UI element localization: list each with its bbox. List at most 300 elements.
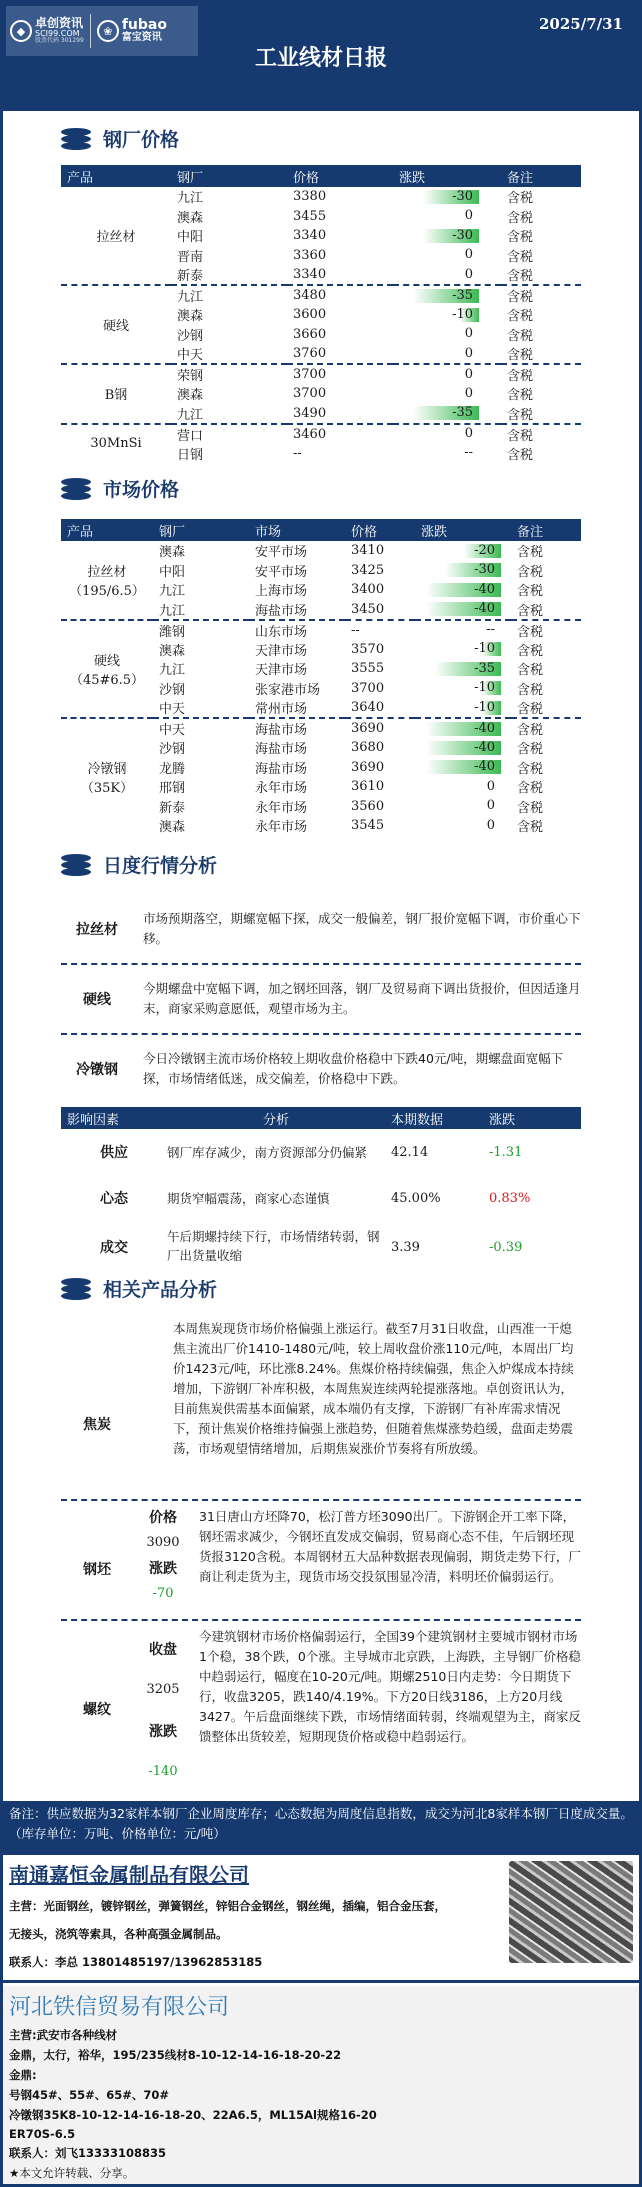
ad2-line: 冷镦钢35K8-10-12-14-16-18-20、22A6.5，ML15Al规格16-20 xyxy=(9,2108,377,2122)
analysis-label: 硬线 xyxy=(83,992,111,1008)
change xyxy=(393,404,501,424)
factor-name: 心态 xyxy=(100,1191,128,1207)
change xyxy=(393,207,501,227)
note: 含税 xyxy=(507,290,534,305)
note: 含税 xyxy=(511,600,581,620)
note: 含税 xyxy=(507,191,534,207)
market-name: 天津市场 xyxy=(255,643,308,659)
factor-table xyxy=(61,1107,581,1273)
change-cell xyxy=(399,367,479,383)
mill-name: 新泰 xyxy=(171,265,287,285)
price: 3560 xyxy=(351,798,385,814)
change-cell xyxy=(399,346,479,362)
mill-name: 澳森 xyxy=(159,820,186,836)
ad2-line: 主营:武安市各种线材 xyxy=(9,2028,118,2042)
mill-name: 沙钢 xyxy=(159,682,186,698)
change xyxy=(415,797,511,817)
change-value: -35 xyxy=(474,660,495,676)
price: 3600 xyxy=(293,307,327,323)
change-cell xyxy=(421,562,501,578)
mill-name: 中天 xyxy=(153,698,249,718)
note: 含税 xyxy=(501,265,581,285)
change-value: -40 xyxy=(474,720,495,736)
change xyxy=(393,246,501,266)
mill-th-change: 涨跌 xyxy=(393,165,501,187)
daily-section-label: 日度行情分析 xyxy=(103,855,218,877)
note: 含税 xyxy=(517,723,544,738)
rebar-change-key: 涨跌 xyxy=(149,1723,177,1740)
change xyxy=(393,444,501,464)
market-name: 海盐市场 xyxy=(249,600,345,620)
daily-section-title xyxy=(59,851,217,878)
billet-label: 钢坯 xyxy=(83,1562,111,1578)
price: 3690 xyxy=(351,721,385,736)
factor-analysis: 钢厂库存减少，南方资源部分仍偏紧 xyxy=(167,1145,368,1160)
product-label: 拉丝材 xyxy=(87,564,127,580)
mill-row xyxy=(61,187,581,207)
change-cell xyxy=(399,228,479,244)
mill-name: 沙钢 xyxy=(177,328,204,344)
factor-row xyxy=(61,1175,581,1221)
change xyxy=(393,424,501,444)
price: 3760 xyxy=(287,344,393,364)
factor-th-value: 本期数据 xyxy=(385,1107,483,1129)
mill-section-label: 钢厂价格 xyxy=(103,129,180,151)
factor-value: 45.00% xyxy=(391,1190,441,1206)
factor-name: 供应 xyxy=(100,1145,128,1161)
note: 含税 xyxy=(507,388,534,404)
ad1-line: 无接头，浇筑等索具，各种高强金属制品。 xyxy=(9,1927,228,1941)
product-name xyxy=(61,718,153,836)
ad2-line: ER70S-6.5 xyxy=(9,2127,76,2141)
price: 3690 xyxy=(351,759,385,775)
change-value: 0 xyxy=(486,798,495,814)
market-name: 海盐市场 xyxy=(255,723,308,738)
note: 含税 xyxy=(517,545,544,561)
note: 含税 xyxy=(507,428,534,444)
rebar-close: 3205 xyxy=(146,1682,180,1698)
factor-change: -0.39 xyxy=(489,1239,523,1255)
change xyxy=(415,600,511,620)
market-row xyxy=(61,541,581,561)
fubao-logo xyxy=(97,18,167,43)
factor-value: 42.14 xyxy=(391,1144,429,1160)
change-cell xyxy=(399,267,479,283)
ad1-company-name[interactable]: 南通嘉恒金属制品有限公司 xyxy=(9,1863,249,1887)
note: 含税 xyxy=(507,230,534,246)
rebar-close-key: 收盘 xyxy=(149,1641,177,1658)
change-cell xyxy=(421,759,501,775)
mill-row xyxy=(61,424,581,444)
note: 含税 xyxy=(517,624,544,640)
price: 3700 xyxy=(293,367,327,382)
mill-name: 中天 xyxy=(171,344,287,364)
change xyxy=(393,285,501,305)
market-th-mill: 钢厂 xyxy=(153,519,249,541)
mill-name: 营口 xyxy=(177,428,204,444)
coin-stack-icon xyxy=(59,476,93,502)
change-cell xyxy=(421,680,501,696)
product-name xyxy=(61,620,153,719)
mill-name: 中天 xyxy=(159,723,186,738)
market-section-title xyxy=(59,475,179,502)
mill-name: 荣钢 xyxy=(177,369,204,384)
note: 含税 xyxy=(511,698,581,718)
price: 3660 xyxy=(293,326,327,342)
fubao-cn: 富宝资讯 xyxy=(121,32,162,44)
mill-name: 九江 xyxy=(171,404,287,424)
mill-name: 日钢 xyxy=(177,447,204,463)
market-th-market: 市场 xyxy=(249,519,345,541)
fubao-en: fubao xyxy=(121,17,167,34)
price: -- xyxy=(351,622,360,638)
change xyxy=(393,305,501,325)
price: 3545 xyxy=(351,818,385,834)
note: 含税 xyxy=(517,663,544,679)
note: 含税 xyxy=(501,344,581,364)
change xyxy=(415,640,511,660)
change xyxy=(393,364,501,384)
factor-row xyxy=(61,1129,581,1175)
factor-change: -1.31 xyxy=(489,1144,523,1160)
factor-th-analysis: 分析 xyxy=(161,1107,385,1129)
change-cell xyxy=(421,721,501,737)
mill-th-price: 价格 xyxy=(287,165,393,187)
change-cell xyxy=(399,445,479,461)
note: 含税 xyxy=(517,682,544,698)
change xyxy=(415,620,511,640)
change-cell xyxy=(421,798,501,814)
change-value: -35 xyxy=(452,405,473,420)
mill-name: 澳森 xyxy=(159,545,186,561)
note: 含税 xyxy=(507,309,534,325)
ad2-line: 金鼎: xyxy=(9,2068,37,2082)
change-cell xyxy=(421,543,501,559)
related-section-title xyxy=(59,1275,217,1302)
change-cell xyxy=(399,288,479,304)
rebar-text: 今建筑钢材市场价格偏弱运行，全国39个建筑钢材主要城市钢材市场1个稳，38个跌，0个涨。主导城市北京跌，上海跌，主导钢厂价格稳中趋弱运行，幅度在10-20元/吨。期螺2510日内走势：今日期货下行，收盘3205，跌140/4.19%。下方20日线3186，上方20月线3427。午后盘面继续下跌，市场情绪面转弱，终端观望为主，商家反馈整体出货较差，短期现货价格或稳中趋弱运行。 xyxy=(199,1629,581,1744)
market-name: 海盐市场 xyxy=(255,742,308,758)
change-value: -20 xyxy=(474,542,495,558)
change xyxy=(415,541,511,561)
change xyxy=(415,718,511,738)
price: 3450 xyxy=(345,600,415,620)
change-value: 0 xyxy=(464,426,473,441)
mill-name: 九江 xyxy=(177,290,204,305)
market-name: 海盐市场 xyxy=(255,761,308,777)
mill-section-title xyxy=(59,125,179,152)
note: 含税 xyxy=(517,742,544,758)
related-coke xyxy=(61,1319,581,1529)
change-value: 0 xyxy=(486,817,495,833)
related-rebar xyxy=(61,1627,581,1791)
report-date: 2025/7/31 xyxy=(538,15,623,33)
change-value: 0 xyxy=(464,247,473,263)
change xyxy=(393,384,501,404)
market-name: 永年市场 xyxy=(255,820,308,836)
market-th-product: 产品 xyxy=(61,519,153,541)
coin-stack-icon xyxy=(59,1276,93,1302)
mill-name: 邢钢 xyxy=(159,781,186,797)
coke-text: 本周焦炭现货市场价格偏强上涨运行。截至7月31日收盘，山西准一干熄焦主流出厂价1410-1480元/吨，较上周收盘价涨110元/吨，本周出厂均价1423元/吨，环比涨8.24%。焦煤价格持续偏强，焦企入炉煤成本持续增加，下游钢厂补库积极，本周焦炭连续两轮提涨落地。卓创资讯认为，目前焦炭供需基本面偏紧，成本端仍有支撑，下游钢厂有补库需求情况下，预计焦炭价格维持偏强上涨趋势，但随着焦煤涨势趋缓，盘面走势震荡，市场观望情绪增加，后期焦炭涨价节奏将有所放缓。 xyxy=(173,1321,574,1456)
related-billet xyxy=(61,1507,581,1631)
factor-analysis: 午后期螺持续下行，市场情绪转弱，钢厂出货量收缩 xyxy=(167,1229,380,1263)
change xyxy=(415,679,511,699)
change-value: -30 xyxy=(452,188,473,204)
price: 3680 xyxy=(351,740,385,756)
rebar-metrics xyxy=(133,1627,193,1791)
related-section-label: 相关产品分析 xyxy=(103,1279,218,1301)
mill-name: 晋南 xyxy=(177,249,204,265)
note: 含税 xyxy=(517,761,544,777)
header-bar xyxy=(3,3,639,111)
product-spec: （195/6.5） xyxy=(69,583,145,599)
dashed-separator xyxy=(61,1619,581,1621)
market-section-label: 市场价格 xyxy=(103,479,180,501)
market-name: 常州市场 xyxy=(249,698,345,718)
factor-analysis: 期货窄幅震荡，商家心态谨慎 xyxy=(167,1191,330,1206)
rebar-label: 螺纹 xyxy=(83,1702,111,1718)
factor-row xyxy=(61,1221,581,1273)
footer-note: 备注：供应数据为32家样本钢厂企业周度库存；心态数据为周度信息指数，成交为河北8家样本钢厂日度成交量。（库存单位：万吨、价格单位：元/吨） xyxy=(3,1801,639,1855)
change-cell xyxy=(399,247,479,263)
note: 含税 xyxy=(507,369,534,384)
analysis-hard-wire xyxy=(61,969,581,1029)
change xyxy=(393,344,501,364)
mill-name: 新泰 xyxy=(159,800,186,816)
rebar-change: -140 xyxy=(148,1764,178,1780)
factor-table-header xyxy=(61,1107,581,1129)
market-name: 安平市场 xyxy=(255,545,308,561)
note: 含税 xyxy=(501,404,581,424)
ad2-line: 号钢45#、55#、65#、70# xyxy=(9,2088,170,2102)
coin-stack-icon xyxy=(59,852,93,878)
mill-name: 九江 xyxy=(153,600,249,620)
product-name: 拉丝材 xyxy=(61,187,171,285)
mill-name: 澳森 xyxy=(177,210,204,226)
product-name: 硬线 xyxy=(61,285,171,364)
change-cell xyxy=(421,700,501,716)
change-cell xyxy=(421,818,501,834)
change-value: 0 xyxy=(464,266,473,282)
change-cell xyxy=(399,307,479,323)
mill-name: 中阳 xyxy=(177,230,204,246)
analysis-text: 市场预期落空，期螺宽幅下探，成交一般偏差，钢厂报价宽幅下调，市价重心下移。 xyxy=(143,911,581,946)
price: 3460 xyxy=(293,426,327,442)
change-value: 0 xyxy=(464,326,473,342)
change-value: -40 xyxy=(474,601,495,616)
price: 3555 xyxy=(351,661,385,677)
market-row xyxy=(61,718,581,738)
change xyxy=(393,325,501,345)
mill-name: 潍钢 xyxy=(159,624,186,640)
ad-nantong xyxy=(3,1855,639,1983)
product-label: 硬线 xyxy=(93,653,120,669)
dashed-separator xyxy=(61,963,581,965)
price: 3455 xyxy=(293,208,327,224)
ad-hebei xyxy=(3,1986,639,2184)
market-price-table xyxy=(61,519,581,836)
market-name: 山东市场 xyxy=(255,624,308,640)
fubao-emblem-icon: ❀ xyxy=(97,20,119,42)
change xyxy=(415,659,511,679)
change-value: -10 xyxy=(474,699,495,715)
change-value: -- xyxy=(464,445,473,461)
mill-name: 澳森 xyxy=(177,309,204,325)
change xyxy=(415,758,511,778)
analysis-wire-rod xyxy=(61,899,581,959)
change xyxy=(415,816,511,836)
market-row xyxy=(61,620,581,640)
market-name: 上海市场 xyxy=(255,584,308,600)
note: 含税 xyxy=(517,820,544,836)
note: 含税 xyxy=(517,781,544,797)
price: 3425 xyxy=(351,562,385,578)
analysis-cold-heading xyxy=(61,1039,581,1099)
price: 3400 xyxy=(351,582,385,598)
price: 3380 xyxy=(293,189,327,205)
price: 3700 xyxy=(351,680,385,696)
change-cell xyxy=(399,326,479,342)
change-cell xyxy=(399,405,479,421)
mill-row xyxy=(61,364,581,384)
mill-name: 龙腾 xyxy=(159,761,186,777)
analysis-text: 今日冷镦钢主流市场价格较上期收盘价格稳中下跌40元/吨，期螺盘面宽幅下探，市场情绪低迷，成交偏差，价格稳中下跌。 xyxy=(143,1051,564,1086)
mill-th-note: 备注 xyxy=(501,165,581,187)
market-table-header xyxy=(61,519,581,541)
analysis-label: 拉丝材 xyxy=(76,922,118,938)
change xyxy=(415,561,511,581)
change-value: 0 xyxy=(464,385,473,401)
change-value: -10 xyxy=(474,641,495,657)
factor-value: 3.39 xyxy=(391,1239,420,1255)
market-name: 安平市场 xyxy=(255,564,308,580)
change-value: 0 xyxy=(464,366,473,382)
change xyxy=(415,580,511,600)
factor-th-change: 涨跌 xyxy=(483,1107,581,1129)
dashed-separator xyxy=(61,1499,581,1501)
sci99-stock-code: 股票代码 301299 xyxy=(35,37,84,45)
mill-row xyxy=(61,285,581,305)
market-name: 永年市场 xyxy=(255,781,308,797)
change-cell xyxy=(421,641,501,657)
product-spec: （45#6.5） xyxy=(69,672,145,688)
price: 3610 xyxy=(351,779,385,795)
note: 含税 xyxy=(507,447,534,463)
change-value: -40 xyxy=(474,581,495,597)
change-value: 0 xyxy=(464,345,473,361)
market-th-note: 备注 xyxy=(511,519,581,541)
sci99-name: 卓创资讯 xyxy=(35,16,84,31)
change-cell xyxy=(399,386,479,402)
ad2-company-name[interactable]: 河北铁信贸易有限公司 xyxy=(9,1995,230,2020)
price: 3570 xyxy=(351,641,385,657)
change xyxy=(415,738,511,758)
market-th-change: 涨跌 xyxy=(415,519,511,541)
market-name: 张家港市场 xyxy=(255,682,321,698)
billet-text: 31日唐山方坯降70，松汀普方坯3090出厂。下游钢企开工率下降，钢坯需求减少，今钢坯直发成交偏弱，贸易商心态不佳，午后钢坯现货报3120含税。本周钢材五大品种数据表现偏弱，期货走势下行，厂商让利走货为主，现货市场交投氛围显冷清，料明坯价偏弱运行。 xyxy=(199,1509,581,1584)
price: 3340 xyxy=(293,228,327,244)
change-value: -10 xyxy=(452,306,473,322)
analysis-label: 冷镦钢 xyxy=(76,1062,118,1078)
note: 含税 xyxy=(517,643,544,659)
billet-price-key: 价格 xyxy=(149,1510,177,1526)
change xyxy=(393,187,501,207)
product-name: B钢 xyxy=(61,364,171,424)
coke-label: 焦炭 xyxy=(83,1417,111,1433)
mill-name: 九江 xyxy=(159,584,186,600)
change-cell xyxy=(421,622,501,638)
change-cell xyxy=(421,740,501,756)
change xyxy=(415,698,511,718)
note: 含税 xyxy=(507,249,534,265)
mill-name: 九江 xyxy=(159,663,186,679)
change xyxy=(393,265,501,285)
product-name: 30MnSi xyxy=(90,436,142,452)
price: 3340 xyxy=(287,265,393,285)
price: -- xyxy=(293,445,302,461)
note: 含税 xyxy=(517,564,544,580)
wire-rope-photo xyxy=(509,1861,633,1963)
mill-table-header xyxy=(61,165,581,187)
analysis-text: 今期螺盘中宽幅下调，加之钢坯回落，钢厂及贸易商下调出货报价，但因适逢月末，商家采购意愿低，观望市场为主。 xyxy=(143,981,581,1016)
market-name: 永年市场 xyxy=(255,800,308,816)
note: 含税 xyxy=(507,328,534,344)
change-value: 0 xyxy=(486,778,495,794)
coin-stack-icon xyxy=(59,126,93,152)
change-value: -10 xyxy=(474,680,495,696)
change-value: 0 xyxy=(464,208,473,224)
price: 3640 xyxy=(345,698,415,718)
ad2-contact: 联系人：刘飞13333108835 xyxy=(9,2146,167,2160)
mill-name: 九江 xyxy=(177,191,204,207)
change-cell xyxy=(399,208,479,224)
ad1-line: 主营：光面钢丝，镀锌钢丝，弹簧钢丝，锌铝合金钢丝，钢丝绳，插编，铝合金压套， xyxy=(9,1899,446,1913)
change-cell xyxy=(399,189,479,205)
sci99-domain: SCI99.COM xyxy=(35,28,80,38)
dashed-separator xyxy=(61,1033,581,1035)
factor-change: 0.83% xyxy=(489,1190,531,1206)
change-value: -30 xyxy=(452,227,473,243)
note: 含税 xyxy=(517,800,544,816)
mill-th-product: 产品 xyxy=(61,165,171,187)
price: 3410 xyxy=(351,543,385,559)
ad2-line: 金鼎，太行，裕华，195/235线材8-10-12-14-16-18-20-22 xyxy=(9,2048,342,2062)
change-cell xyxy=(399,426,479,442)
price: 3360 xyxy=(293,247,327,263)
change-cell xyxy=(421,779,501,795)
billet-change: -70 xyxy=(152,1586,174,1601)
market-th-price: 价格 xyxy=(345,519,415,541)
billet-metrics xyxy=(133,1507,193,1631)
mill-name: 澳森 xyxy=(159,643,186,659)
report-title: 工业线材日报 xyxy=(254,46,387,71)
price: 3700 xyxy=(293,386,327,402)
change-value: -30 xyxy=(474,562,495,578)
change-value: -40 xyxy=(474,739,495,755)
change-value: -- xyxy=(486,622,495,637)
billet-price: 3090 xyxy=(146,1535,180,1550)
change xyxy=(415,777,511,797)
change-value: -40 xyxy=(474,759,495,775)
note: 含税 xyxy=(507,210,534,226)
mill-name: 澳森 xyxy=(177,388,204,404)
note: 含税 xyxy=(517,584,544,600)
product-label: 冷镦钢 xyxy=(87,762,127,778)
product-name xyxy=(61,541,153,620)
price: 3480 xyxy=(293,288,327,303)
billet-change-key: 涨跌 xyxy=(149,1561,177,1577)
